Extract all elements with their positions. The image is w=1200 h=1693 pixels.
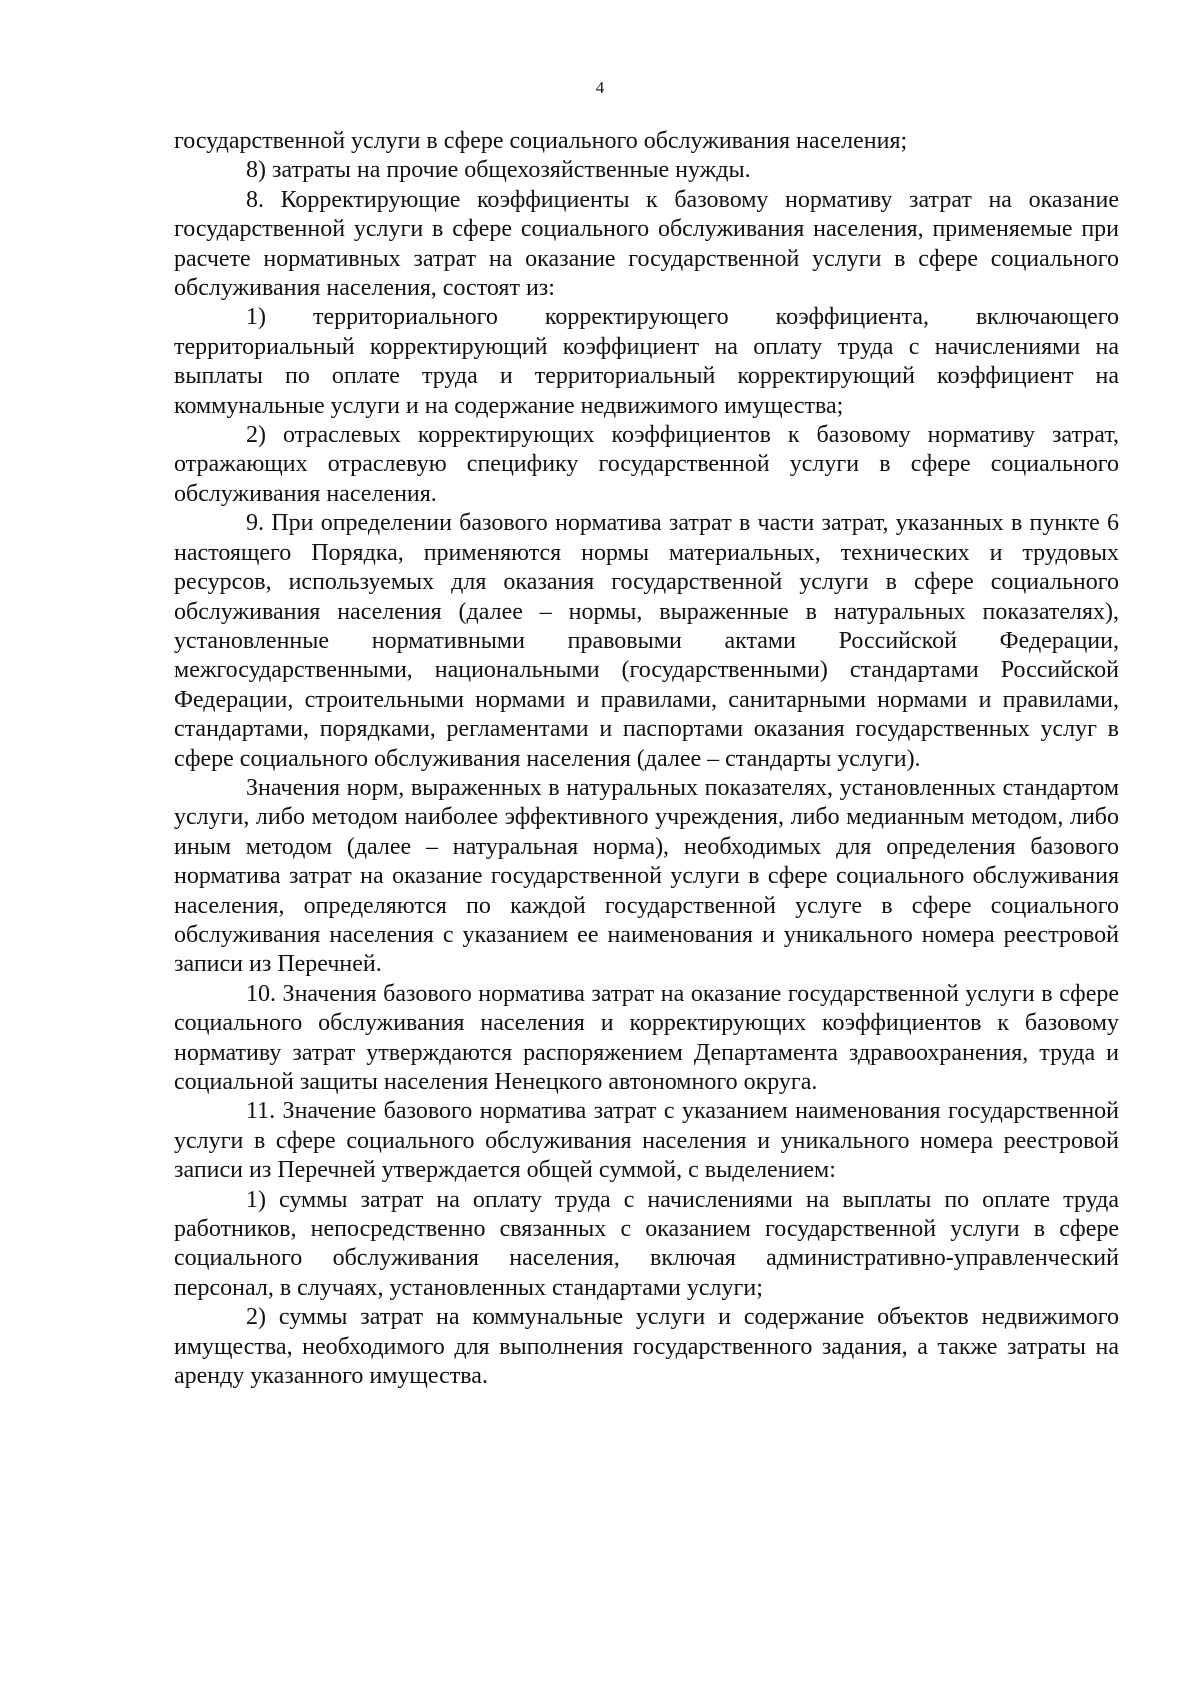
paragraph-clause-11-item-1: 1) суммы затрат на оплату труда с начислениями на выплаты по оплате труда работников, непосредственно связанных с оказанием государственной услуги в сфере социального обслуживания населения, включая административно-управленческий персонал, в случаях, установленных стандартами услуги;: [174, 1186, 1119, 1301]
paragraph-clause-11-item-2: 2) суммы затрат на коммунальные услуги и содержание объектов недвижимого имущества, необходимого для выполнения государственного задания, а также затраты на аренду указанного имущества.: [174, 1304, 1119, 1390]
paragraph-clause-10: 10. Значения базового норматива затрат на оказание государственной услуги в сфере социального обслуживания населения и корректирующих коэффициентов к базовому нормативу затрат утверждаются распоряжением Департамента здравоохранения, труда и социальной защиты населения Ненецкого автономного округа.: [174, 980, 1119, 1095]
paragraph-continuation: государственной услуги в сфере социального обслуживания населения;: [174, 128, 908, 154]
paragraph-item-8-expenses: 8) затраты на прочие общехозяйственные нужды.: [246, 157, 751, 184]
paragraph-clause-11: 11. Значение базового норматива затрат с указанием наименования государственной услуги в сфере социального обслуживания населения и уникального номера реестровой записи из Перечней утверждается общей суммой, с выделением:: [174, 1098, 1119, 1184]
paragraph-clause-8-item-2: 2) отраслевых корректирующих коэффициентов к базовому нормативу затрат, отражающих отраслевую специфику государственной услуги в сфере социального обслуживания населения.: [174, 422, 1119, 507]
paragraph-clause-8: 8. Корректирующие коэффициенты к базовому нормативу затрат на оказание государственной услуги в сфере социального обслуживания населения, применяемые при расчете нормативных затрат на оказание государственной услуги в сфере социального обслуживания населения, состоят из:: [174, 186, 1119, 302]
paragraph-clause-9-norms: Значения норм, выраженных в натуральных показателях, установленных стандартом услуги, либо методом наиболее эффективного учреждения, либо медианным методом, либо иным методом (далее – натуральная норма), необходимых для определения базового норматива затрат на оказание государственной услуги в сфере социального обслуживания населения, определяются по каждой государственной услуге в сфере социального обслуживания населения с указанием ее наименования и уникального номера реестровой записи из Перечней.: [174, 774, 1119, 978]
paragraph-clause-9: 9. При определении базового норматива затрат в части затрат, указанных в пункте 6 настоящего Порядка, применяются нормы материальных, технических и трудовых ресурсов, используемых для оказания государственной услуги в сфере социального обслуживания населения (далее – нормы, выраженные в натуральных показателях), установленные нормативными правовыми актами Российской Федерации, межгосударственными, национальными (государственными) стандартами Российской Федерации, строительными нормами и правилами, санитарными нормами и правилами, стандартами, порядками, регламентами и паспортами оказания государственных услуг в сфере социального обслуживания населения (далее – стандарты услуги).: [174, 510, 1119, 772]
page-number: 4: [595, 78, 605, 97]
document-body: [174, 127, 1119, 1391]
paragraph-clause-8-item-1: 1) территориального корректирующего коэффициента, включающего территориальный корректирующий коэффициент на оплату труда с начислениями на выплаты по оплате труда и территориальный корректирующий коэффициент на коммунальные услуги и на содержание недвижимого имущества;: [174, 304, 1119, 419]
